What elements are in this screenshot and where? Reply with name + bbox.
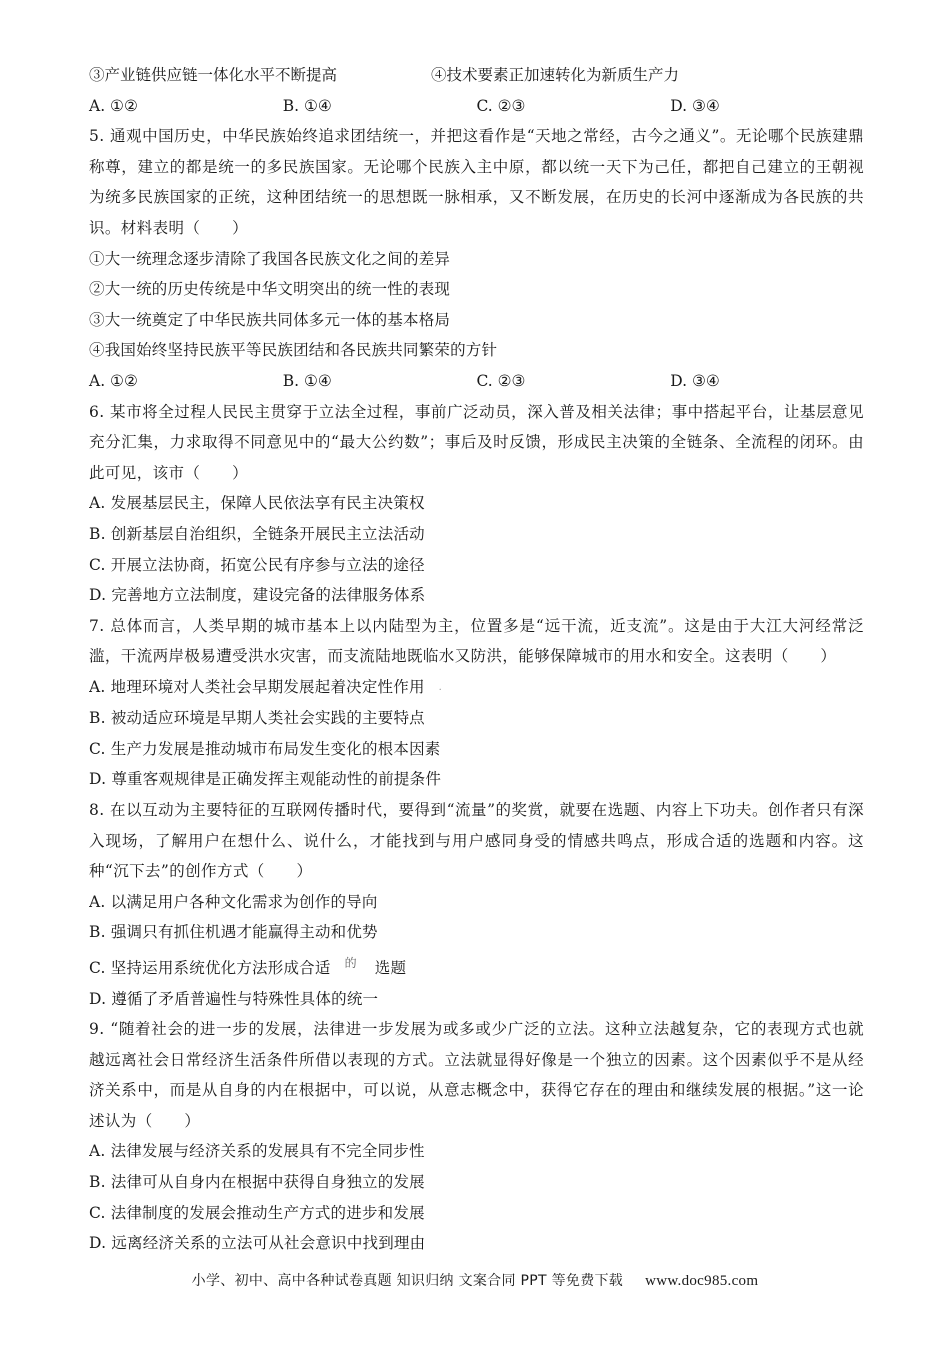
q5-choice-c: C. ②③ [476, 371, 526, 390]
q5-choice-a: A. ①② [89, 371, 138, 390]
q8-option-c-tail: 选题 [374, 958, 407, 977]
q4-statement-4: ④技术要素正加速转化为新质生产力 [431, 66, 680, 84]
q7-option-d: D. 尊重客观规律是正确发挥主观能动性的前提条件 [89, 770, 442, 789]
q4-choice-c: C. ②③ [476, 96, 526, 115]
q9-option-a: A. 法律发展与经济关系的发展具有不完全同步性 [89, 1142, 425, 1161]
q5-statement-4: ④我国始终坚持民族平等民族团结和各民族共同繁荣的方针 [89, 341, 498, 360]
footer-url[interactable]: www.doc985.com [645, 1273, 759, 1289]
footer-text: 小学、初中、高中各种试卷真题 知识归纳 文案合同 PPT 等免费下载 [191, 1273, 624, 1289]
exam-page [89, 60, 864, 1259]
q6-option-b: B. 创新基层自治组织，全链条开展民主立法活动 [89, 524, 425, 543]
q9-option-c: C. 法律制度的发展会推动生产方式的进步和发展 [89, 1203, 425, 1222]
q5-statement-3: ③大一统奠定了中华民族共同体多元一体的基本格局 [89, 310, 451, 329]
q6-option-c: C. 开展立法协商，拓宽公民有序参与立法的途径 [89, 555, 425, 574]
q7-option-c: C. 生产力发展是推动城市布局发生变化的根本因素 [89, 739, 441, 758]
q8-option-c-gap-char: 的 [344, 955, 357, 970]
q5-choices [89, 366, 864, 397]
q7-option-b: B. 被动适应环境是早期人类社会实践的主要特点 [89, 709, 425, 728]
q5-choice-b: B. ①④ [282, 371, 332, 390]
q9-option-d: D. 远离经济关系的立法可从社会意识中找到理由 [89, 1234, 426, 1253]
q7-option-a-row [89, 672, 864, 703]
q5-stem: 5. 通观中国历史，中华民族始终追求团结统一，并把这看作是“天地之常经，古今之通义”。无论哪个民族建鼎称尊，建立的都是统一的多民族国家。无论哪个民族入主中原，都以统一天下为己任，都把自己建立的王朝视为统多民族国家的正统，这种团结统一的思想既一脉相承，又不断发展，在历史的长河中逐渐成为各民族的共识。材料表明（ ） [89, 127, 864, 237]
q5-statement-2: ②大一统的历史传统是中华文明突出的统一性的表现 [89, 280, 451, 299]
q4-choice-a: A. ①② [89, 96, 138, 115]
q9-option-b: B. 法律可从自身内在根据中获得自身独立的发展 [89, 1173, 425, 1192]
q4-choice-b: B. ①④ [282, 96, 332, 115]
q5-choice-d: D. ③④ [670, 371, 720, 390]
q5-statement-1: ①大一统理念逐步清除了我国各民族文化之间的差异 [89, 249, 451, 268]
q4-statement-3: ③产业链供应链一体化水平不断提高 [89, 66, 338, 84]
q8-option-c: C. 坚持运用系统优化方法形成合适 [89, 958, 331, 977]
q4-statements-row [89, 60, 864, 91]
q8-option-c-row [89, 948, 864, 984]
q6-stem: 6. 某市将全过程人民民主贯穿于立法全过程，事前广泛动员，深入普及相关法律；事中搭起平台，让基层意见充分汇集，力求取得不同意见中的“最大公约数”；事后及时反馈，形成民主决策的全链条、全流程的闭环。由此可见，该市（ ） [89, 402, 864, 482]
q7-stem: 7. 总体而言，人类早期的城市基本上以内陆型为主，位置多是“远干流，近支流”。这是由于大江大河经常泛滥，干流两岸极易遭受洪水灾害，而支流陆地既临水又防洪，能够保障城市的用水和安全。这表明（ ） [89, 616, 864, 666]
q7-option-a: A. 地理环境对人类社会早期发展起着决定性作用 [89, 677, 425, 696]
q8-option-d: D. 遵循了矛盾普遍性与特殊性具体的统一 [89, 989, 379, 1008]
q9-stem: 9. “随着社会的进一步的发展，法律进一步发展为或多或少广泛的立法。这种立法越复杂，它的表现方式也就越远离社会日常经济生活条件所借以表现的方式。立法就显得好像是一个独立的因素。这个因素似乎不是从经济关系中，而是从自身的内在根据中，可以说，从意志概念中，获得它存在的理由和继续发展的根据。”这一论述认为（ ） [89, 1020, 864, 1130]
q4-choice-d: D. ③④ [670, 96, 720, 115]
q8-stem: 8. 在以互动为主要特征的互联网传播时代，要得到“流量”的奖赏，就要在选题、内容上下功夫。创作者只有深入现场，了解用户在想什么、说什么，才能找到与用户感同身受的情感共鸣点，形成合适的选题和内容。这种“沉下去”的创作方式（ ） [89, 800, 864, 881]
q6-option-d: D. 完善地方立法制度，建设完备的法律服务体系 [89, 586, 426, 605]
q8-option-b: B. 强调只有抓住机遇才能赢得主动和优势 [89, 923, 378, 942]
page-footer [0, 1270, 950, 1290]
q6-option-a: A. 发展基层民主，保障人民依法享有民主决策权 [89, 494, 425, 513]
q4-choices [89, 91, 864, 122]
stray-mark: . [438, 681, 443, 693]
q8-option-a: A. 以满足用户各种文化需求为创作的导向 [89, 892, 378, 911]
